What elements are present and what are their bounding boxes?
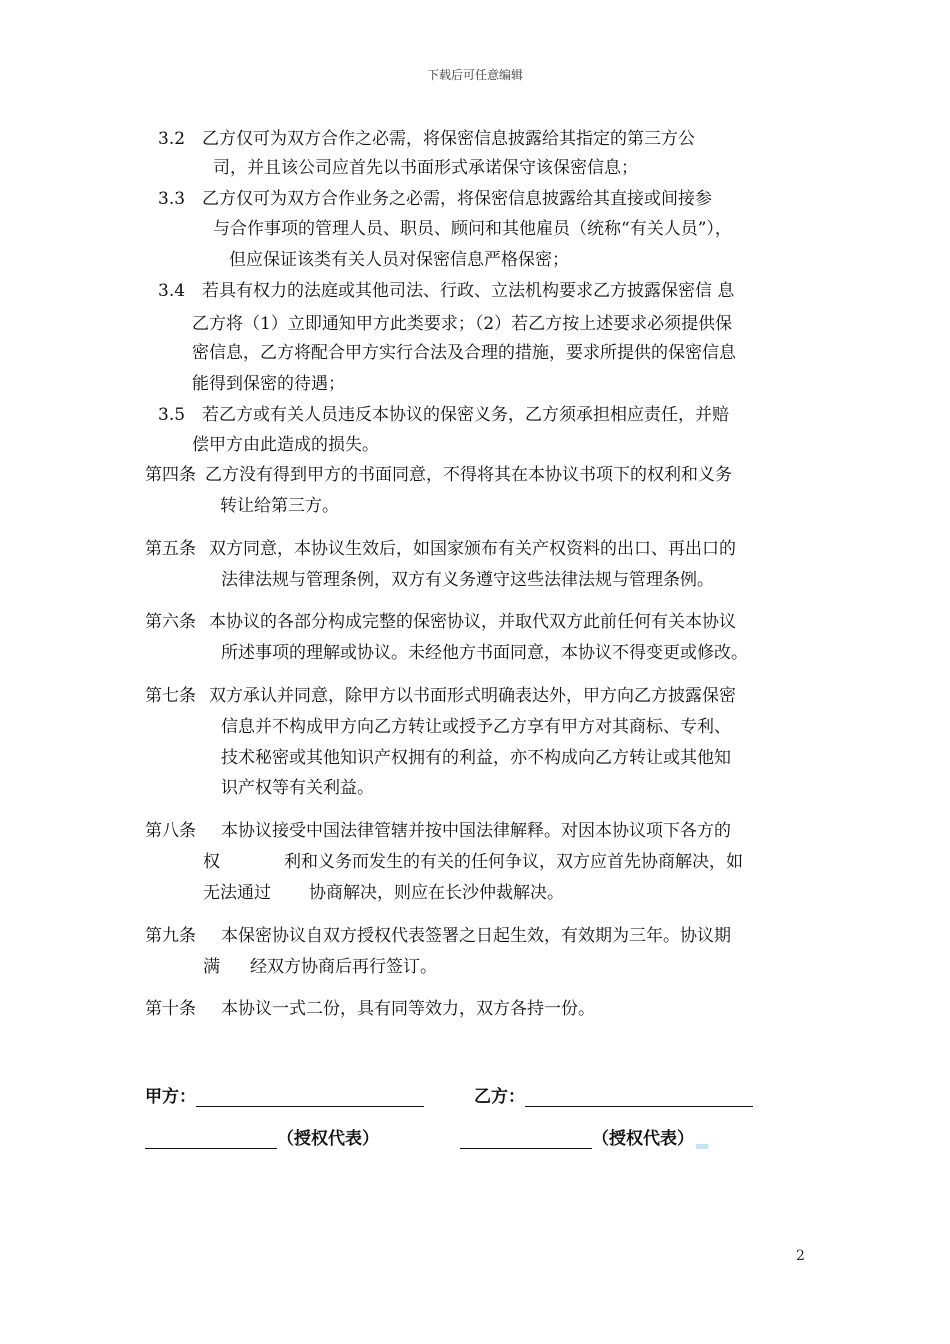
signature-party-a <box>145 1082 424 1107</box>
article-text: 无法通过 <box>203 883 271 903</box>
article-label: 第五条 <box>145 539 196 559</box>
article-4-line-2: 转让给第三方。 <box>220 496 339 516</box>
rep-b-label: （授权代表） <box>592 1129 694 1149</box>
article-9-line-1 <box>145 924 731 948</box>
article-text: 经双方协商后再行签订。 <box>250 957 437 977</box>
article-text: 本协议接受中国法律管辖并按中国法律解释。对因本协议项下各方的 <box>221 821 731 841</box>
clause-text: 乙方仅可为双方合作之必需，将保密信息披露给其指定的第三方公 <box>202 129 695 149</box>
article-8-line-1 <box>145 819 731 843</box>
article-10-line-1 <box>145 997 595 1021</box>
article-text: 满 <box>203 957 220 977</box>
signature-party-b <box>474 1082 753 1107</box>
clause-number: 3.5 <box>158 405 186 425</box>
clause-3-2-line-1 <box>158 127 695 151</box>
page-header: 下载后可任意编辑 <box>426 68 523 82</box>
article-7-line-4: 识产权等有关利益。 <box>221 778 374 798</box>
article-6-line-2: 所述事项的理解或协议。未经他方书面同意，本协议不得变更或修改。 <box>221 643 748 663</box>
article-label: 第六条 <box>145 612 196 632</box>
clause-3-3-line-1 <box>158 187 712 211</box>
clause-3-4-line-4: 能得到保密的待遇； <box>192 374 345 394</box>
article-text: 双方承认并同意，除甲方以书面形式明确表达外，甲方向乙方披露保密 <box>209 686 736 706</box>
page-number: 2 <box>796 1248 805 1264</box>
clause-3-5-line-1 <box>158 403 729 427</box>
clause-3-4-line-3: 密信息，乙方将配合甲方实行合法及合理的措施，要求所提供的保密信息 <box>192 343 736 363</box>
representative-a <box>145 1124 379 1149</box>
article-text: 利和义务而发生的有关的任何争议，双方应首先协商解决，如 <box>284 852 743 872</box>
article-6-line-1 <box>145 610 736 634</box>
rep-a-signature-line[interactable] <box>145 1128 277 1149</box>
article-label: 第四条 <box>145 465 196 485</box>
article-label: 第十条 <box>145 999 196 1019</box>
party-a-signature-line[interactable] <box>196 1086 424 1107</box>
article-5-line-1 <box>145 537 736 561</box>
party-a-label: 甲方： <box>145 1087 196 1107</box>
clause-text: 乙方仅可为双方合作业务之必需，将保密信息披露给其直接或间接参 <box>202 189 712 209</box>
article-9-line-2 <box>203 955 437 979</box>
article-label: 第七条 <box>145 686 196 706</box>
rep-b-signature-line[interactable] <box>460 1128 592 1149</box>
article-text: 权 <box>203 852 220 872</box>
article-text: 双方同意，本协议生效后，如国家颁布有关产权资料的出口、再出口的 <box>209 539 736 559</box>
article-label: 第八条 <box>145 821 196 841</box>
clause-3-3-line-3: 但应保证该类有关人员对保密信息严格保密； <box>229 250 569 270</box>
party-b-label: 乙方： <box>474 1087 525 1107</box>
representative-b <box>460 1124 708 1149</box>
clause-number: 3.3 <box>158 189 186 209</box>
article-text: 协商解决，则应在长沙仲裁解决。 <box>309 883 564 903</box>
article-8-line-3 <box>203 881 564 905</box>
clause-3-2-line-2: 司，并且该公司应首先以书面形式承诺保守该保密信息； <box>213 158 638 178</box>
article-text: 乙方没有得到甲方的书面同意，不得将其在本协议书项下的权利和义务 <box>205 465 732 485</box>
clause-3-5-line-2: 偿甲方由此造成的损失。 <box>192 435 379 455</box>
article-7-line-1 <box>145 684 736 708</box>
article-label: 第九条 <box>145 926 196 946</box>
article-4-line-1 <box>145 463 732 487</box>
clause-3-3-line-2: 与合作事项的管理人员、职员、顾问和其他雇员（统称“有关人员”）， <box>213 219 732 239</box>
rep-a-label: （授权代表） <box>277 1129 379 1149</box>
clause-text: 若乙方或有关人员违反本协议的保密义务，乙方须承担相应责任，并赔 <box>202 405 729 425</box>
clause-3-4-line-2: 乙方将（1）立即通知甲方此类要求；（2）若乙方按上述要求必须提供保 <box>192 314 733 334</box>
article-text: 本协议一式二份，具有同等效力，双方各持一份。 <box>221 999 595 1019</box>
article-7-line-3: 技术秘密或其他知识产权拥有的利益，亦不构成向乙方转让或其他知 <box>221 748 731 768</box>
party-b-signature-line[interactable] <box>525 1086 753 1107</box>
article-text: 本协议的各部分构成完整的保密协议，并取代双方此前任何有关本协议 <box>209 612 736 632</box>
article-7-line-2: 信息并不构成甲方向乙方转让或授予乙方享有甲方对其商标、专利、 <box>221 717 731 737</box>
clause-3-4-line-1 <box>158 279 734 303</box>
article-8-line-2 <box>203 850 743 874</box>
clause-number: 3.2 <box>158 129 186 149</box>
article-5-line-2: 法律法规与管理条例，双方有义务遵守这些法律法规与管理条例。 <box>221 570 714 590</box>
article-text: 本保密协议自双方授权代表签署之日起生效，有效期为三年。协议期 <box>221 926 731 946</box>
cursor-mark <box>696 1144 708 1149</box>
clause-number: 3.4 <box>158 281 186 301</box>
clause-text: 若具有权力的法庭或其他司法、行政、立法机构要求乙方披露保密信 息 <box>202 281 735 301</box>
